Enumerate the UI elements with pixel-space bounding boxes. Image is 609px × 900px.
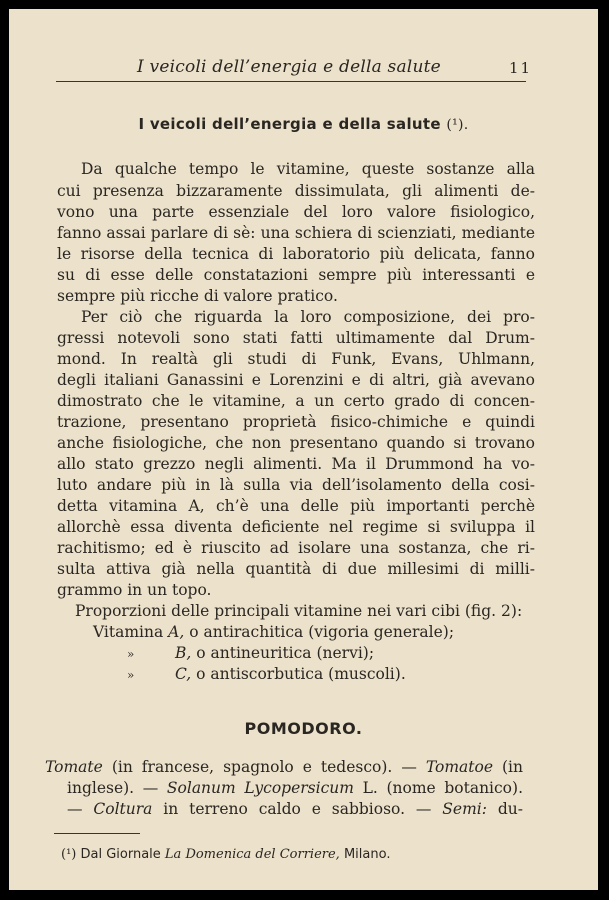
term-semi: Semi:	[442, 800, 487, 818]
body-line: rachitismo; ed è riuscito ad isolare una sostanza, che ri-	[57, 539, 535, 557]
section-text: —	[67, 800, 94, 818]
body-line: fanno assai parlare di sè: una schiera di scienziati, mediante	[57, 224, 535, 242]
body-line: gressi notevoli sono stati fatti ultimamente dal Drum-	[57, 329, 535, 347]
vitamin-letter: A,	[168, 623, 185, 641]
body-line: degli italiani Ganassini e Lorenzini e di altri, già avevano	[57, 371, 535, 389]
footnote-reference: (¹).	[446, 117, 469, 133]
term-botanical: Solanum Lycopersicum	[166, 779, 354, 797]
body-line: su di esse delle constatazioni sempre più interessanti e	[57, 266, 535, 284]
term-tomatoe: Tomatoe	[425, 758, 493, 776]
vitamin-desc: o antirachitica (vigoria generale);	[189, 623, 455, 641]
vitamin-item	[127, 664, 406, 685]
body-line: le risorse della tecnica di laboratorio più delicata, fanno	[57, 245, 535, 263]
vitamin-desc: o antiscorbutica (muscoli).	[196, 665, 406, 683]
footnote-suffix: Milano.	[339, 847, 391, 862]
article-title	[9, 115, 598, 133]
section-text: du-	[486, 800, 523, 818]
footnote-source: La Domenica del Corriere,	[164, 847, 340, 862]
section-text: (in	[493, 758, 523, 776]
book-page	[9, 9, 598, 890]
section-line	[45, 757, 523, 777]
vitamin-letter: B,	[175, 644, 192, 662]
section-text: L. (nome botanico).	[353, 779, 523, 797]
page-number: 11	[509, 59, 533, 77]
article-title-text: I veicoli dell’energia e della salute	[138, 115, 441, 133]
term-coltura: Coltura	[93, 800, 153, 818]
body-line: sulta attiva già nella quantità di due millesimi di milli-	[57, 560, 535, 578]
section-title: POMODORO.	[244, 719, 363, 738]
vitamin-prefix: »	[127, 647, 135, 661]
section-text: inglese). —	[67, 779, 167, 797]
footnote-rule	[54, 833, 140, 834]
vitamin-desc: o antineuritica (nervi);	[196, 644, 375, 662]
vitamin-item	[93, 622, 454, 642]
section-line	[67, 799, 523, 819]
footnote-prefix: Dal Giornale	[76, 847, 165, 862]
vitamin-prefix: Vitamina	[93, 623, 164, 641]
vitamin-letter: C,	[175, 665, 192, 683]
section-text: (in francese, spagnolo e tedesco). —	[102, 758, 426, 776]
footnote	[61, 847, 390, 862]
body-line: detta vitamina A, ch’è una delle più importanti perchè	[57, 497, 535, 515]
body-line: allo stato grezzo negli alimenti. Ma il Drummond ha vo-	[57, 455, 535, 473]
body-line: Da qualche tempo le vitamine, queste sostanze alla	[81, 160, 535, 178]
body-line: dimostrato che le vitamine, a un certo grado di concen-	[57, 392, 535, 410]
body-line: vono una parte essenziale del loro valore fisiologico,	[57, 203, 535, 221]
body-line: anche fisiologiche, che non presentano quando si trovano	[57, 434, 535, 452]
vitamin-item	[127, 643, 374, 664]
section-line	[67, 778, 523, 798]
body-line: cui presenza bizzaramente dissimulata, gli alimenti de-	[57, 182, 535, 200]
running-title: I veicoli dell’energia e della salute	[137, 57, 441, 77]
vitamin-prefix: »	[127, 668, 135, 682]
footnote-mark: (¹)	[61, 847, 77, 862]
term-tomate: Tomate	[45, 758, 103, 776]
body-line: sempre più ricche di valore pratico.	[57, 287, 338, 305]
body-line: mond. In realtà gli studi di Funk, Evans, Uhlmann,	[57, 350, 535, 368]
body-line: allorchè essa diventa deficiente nel regime si sviluppa il	[57, 518, 535, 536]
header-rule	[56, 81, 526, 82]
body-line: trazione, presentano proprietà fisico-chimiche e quindi	[57, 413, 535, 431]
body-line: Per ciò che riguarda la loro composizione, dei pro-	[81, 308, 535, 326]
body-line: luto andare più in là sulla via dell’isolamento della cosi-	[57, 476, 535, 494]
section-text: in terreno caldo e sabbioso. —	[152, 800, 443, 818]
body-line: Proporzioni delle principali vitamine nei vari cibi (fig. 2):	[75, 602, 523, 620]
body-line: grammo in un topo.	[57, 581, 212, 599]
